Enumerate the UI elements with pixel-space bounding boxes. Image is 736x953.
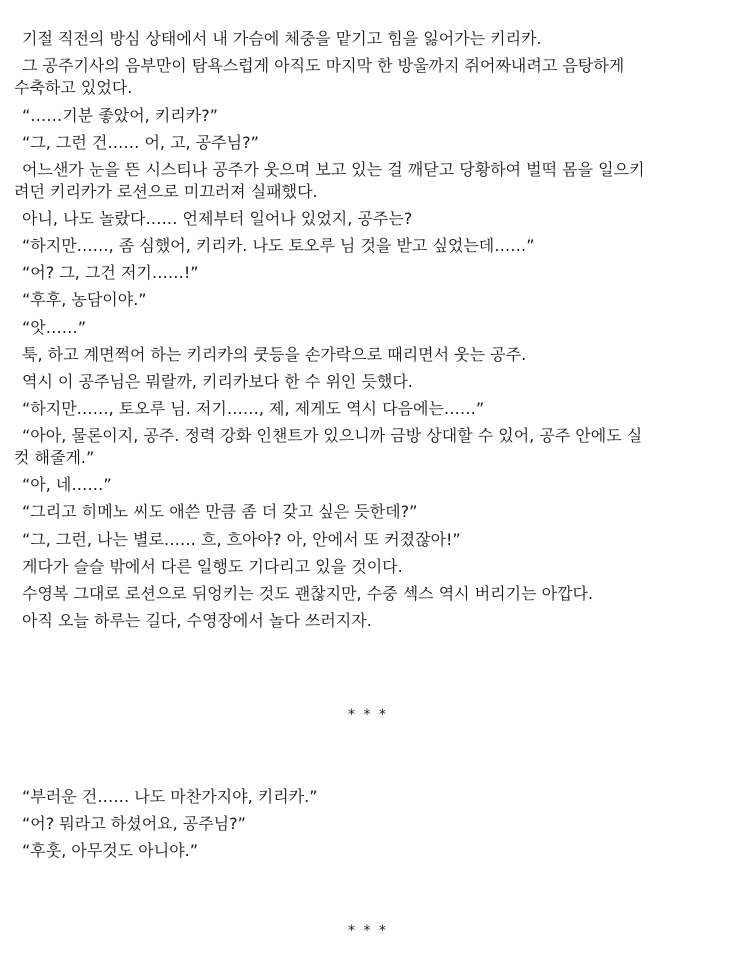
paragraph-line: “앗……” [22, 317, 87, 337]
paragraph-line: 아니, 나도 놀랐다…… 언제부터 일어나 있었지, 공주는? [22, 209, 413, 229]
paragraph [14, 813, 726, 835]
paragraph [14, 344, 726, 366]
paragraph [14, 425, 726, 469]
paragraph-line: 역시 이 공주님은 뭐랄까, 키리카보다 한 수 위인 듯했다. [22, 371, 413, 391]
paragraph [14, 262, 726, 284]
paragraph [14, 501, 726, 523]
paragraph-line: “그, 그런 건…… 어, 고, 공주님?” [22, 132, 259, 152]
paragraph-line: “후훗, 아무것도 아니야.” [22, 841, 199, 861]
paragraph-line: “아아, 물론이지, 공주. 정력 강화 인챈트가 있으니까 금방 상대할 수 있어, 공주 안에도 실 [22, 425, 643, 445]
paragraph [14, 474, 726, 496]
paragraph [14, 132, 726, 154]
paragraph-line: “어? 그, 그건 저기……!” [22, 263, 199, 283]
paragraph-line: 게다가 슬슬 밖에서 다른 일행도 기다리고 있을 것이다. [22, 556, 403, 576]
paragraph-line: 툭, 하고 계면쩍어 하는 키리카의 쿳등을 손가락으로 때리면서 웃는 공주. [22, 344, 527, 364]
paragraph-line: “후후, 농담이야.” [22, 290, 147, 310]
paragraph [14, 317, 726, 339]
paragraph [14, 556, 726, 578]
paragraph-line: “하지만……, 토오루 님. 저기……, 제, 제게도 역시 다음에는……” [22, 398, 485, 418]
paragraph-line: 어느샌가 눈을 뜬 시스티나 공주가 웃으며 보고 있는 걸 깨닫고 당황하여 벌떡 몸을 일으키 [22, 159, 645, 179]
paragraph [14, 289, 726, 311]
paragraph-line: “……기분 좋았어, 키리카?” [22, 105, 218, 125]
paragraph [14, 371, 726, 393]
paragraph-line: “아, 네……” [22, 475, 112, 495]
paragraph [14, 610, 726, 632]
paragraph [14, 28, 726, 50]
scene-separator: * * * [348, 923, 388, 939]
paragraph-line: 려던 키리카가 로션으로 미끄러져 실패했다. [14, 181, 318, 201]
paragraph-line: “어? 뭐라고 하셨어요, 공주님?” [22, 814, 246, 834]
paragraph [14, 208, 726, 230]
paragraph [14, 55, 726, 99]
paragraph-line: 수영복 그대로 로션으로 뒤엉키는 것도 괜찮지만, 수중 섹스 역시 버리기는 아깝다. [22, 583, 594, 603]
paragraph [14, 583, 726, 605]
paragraph [14, 529, 726, 551]
paragraph [14, 398, 726, 420]
paragraph-line: “하지만……, 좀 심했어, 키리카. 나도 토오루 님 것을 받고 싶었는데……” [22, 236, 535, 256]
paragraph [14, 159, 726, 203]
paragraph-line: “그리고 히메노 씨도 애쓴 만큼 좀 더 갖고 싶은 듯한데?” [22, 502, 418, 522]
paragraph-line: 컷 해줄게.” [14, 447, 95, 467]
paragraph [14, 105, 726, 127]
paragraph-line: 아직 오늘 하루는 길다, 수영장에서 놀다 쓰러지자. [22, 610, 372, 630]
paragraph-line: “그, 그런, 나는 별로…… 흐, 흐아아? 아, 안에서 또 커졌잖아!” [22, 529, 461, 549]
paragraph [14, 235, 726, 257]
paragraph-line: 수축하고 있었다. [14, 78, 133, 98]
paragraph [14, 840, 726, 862]
paragraph [14, 786, 726, 808]
paragraph-line: “부러운 건…… 나도 마찬가지야, 키리카.” [22, 787, 318, 806]
scene-separator: * * * [348, 707, 388, 723]
paragraph-line: 그 공주기사의 음부만이 탐욕스럽게 아직도 마지막 한 방울까지 쥐어짜내려고 음탕하게 [22, 56, 625, 76]
paragraph-line: 기절 직전의 방심 상태에서 내 가슴에 체중을 맡기고 힘을 잃어가는 키리카. [22, 29, 542, 48]
